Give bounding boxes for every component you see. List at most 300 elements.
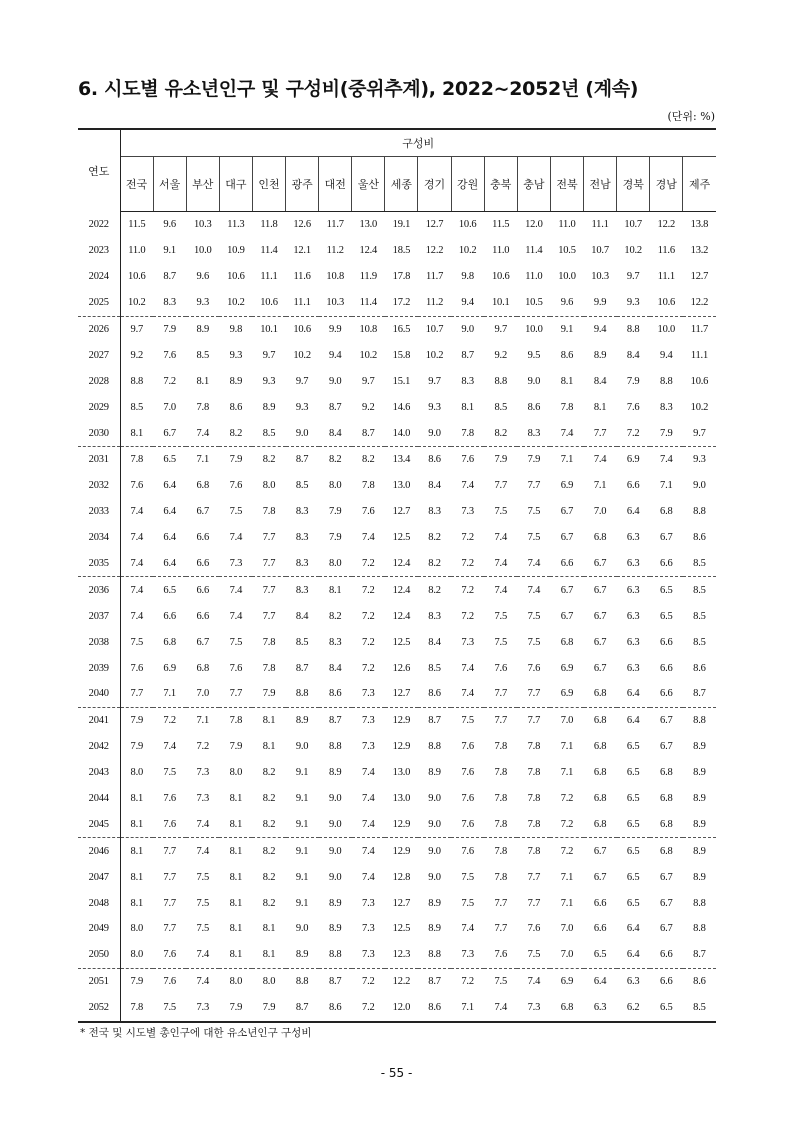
value-cell: 10.6 <box>128 271 146 283</box>
value-cell: 8.8 <box>693 897 706 909</box>
value-cell: 9.6 <box>196 271 210 283</box>
value-cell: 7.8 <box>527 793 541 805</box>
value-cell: 6.8 <box>660 793 673 805</box>
value-cell: 7.7 <box>494 897 508 909</box>
value-cell: 7.5 <box>229 506 243 518</box>
value-cell: 7.2 <box>461 610 474 622</box>
value-cell: 7.2 <box>626 427 640 439</box>
value-cell: 7.1 <box>451 995 484 1022</box>
table-row <box>78 525 716 551</box>
value-cell: 7.2 <box>362 636 375 648</box>
value-cell: 7.8 <box>262 662 276 674</box>
value-cell: 6.3 <box>617 968 650 994</box>
value-cell: 9.1 <box>550 316 583 342</box>
value-cell: 7.3 <box>196 767 210 779</box>
value-cell: 6.6 <box>163 610 176 622</box>
value-cell: 7.3 <box>352 707 385 733</box>
value-cell: 8.1 <box>262 949 276 961</box>
value-cell: 7.5 <box>494 636 508 648</box>
table-row <box>78 394 716 420</box>
value-cell: 8.2 <box>262 871 276 883</box>
value-cell: 8.5 <box>683 995 716 1022</box>
table-row <box>78 916 716 942</box>
value-cell: 6.8 <box>660 767 673 779</box>
table-row <box>78 655 716 681</box>
value-cell: 12.6 <box>392 662 411 674</box>
region-header: 경기 <box>418 157 451 212</box>
region-header: 제주 <box>683 157 716 212</box>
value-cell: 7.7 <box>593 427 607 439</box>
value-cell: 8.9 <box>428 923 441 935</box>
value-cell: 7.6 <box>461 741 474 753</box>
value-cell: 7.7 <box>494 688 508 700</box>
region-header: 서울 <box>153 157 186 212</box>
value-cell: 8.9 <box>262 401 276 413</box>
table-row <box>78 212 716 238</box>
value-cell: 6.8 <box>196 662 210 674</box>
value-cell: 7.7 <box>262 558 276 570</box>
year-cell: 2041 <box>78 707 120 733</box>
value-cell: 11.5 <box>128 219 146 231</box>
footnote: * 전국 및 시도별 총인구에 대한 유소년인구 구성비 <box>80 1027 312 1039</box>
value-cell: 8.2 <box>494 427 508 439</box>
year-cell: 2033 <box>78 499 120 525</box>
value-cell: 16.5 <box>385 316 418 342</box>
value-cell: 7.5 <box>163 767 176 779</box>
value-cell: 6.8 <box>593 688 607 700</box>
table-row <box>78 942 716 968</box>
region-header: 전국 <box>120 157 153 212</box>
region-header: 인천 <box>252 157 285 212</box>
value-cell: 7.8 <box>120 995 153 1022</box>
value-cell: 7.0 <box>560 923 574 935</box>
value-cell: 13.0 <box>392 767 411 779</box>
value-cell: 12.4 <box>359 245 378 257</box>
value-cell: 6.4 <box>626 688 640 700</box>
value-cell: 8.9 <box>328 897 342 909</box>
value-cell: 7.1 <box>550 447 583 473</box>
value-cell: 6.6 <box>196 610 210 622</box>
value-cell: 6.3 <box>626 610 640 622</box>
value-cell: 8.0 <box>130 767 144 779</box>
value-cell: 7.4 <box>484 577 517 603</box>
value-cell: 7.2 <box>461 532 474 544</box>
value-cell: 7.0 <box>163 401 176 413</box>
value-cell: 9.9 <box>593 297 607 309</box>
value-cell: 9.3 <box>196 297 210 309</box>
value-cell: 7.4 <box>352 838 385 864</box>
value-cell: 8.2 <box>262 818 276 830</box>
value-cell: 8.2 <box>262 897 276 909</box>
value-cell: 7.4 <box>120 577 153 603</box>
value-cell: 6.9 <box>617 447 650 473</box>
value-cell: 7.2 <box>451 968 484 994</box>
value-cell: 9.7 <box>120 316 153 342</box>
value-cell: 8.6 <box>418 995 451 1022</box>
value-cell: 8.3 <box>295 506 309 518</box>
value-cell: 7.1 <box>660 480 673 492</box>
value-cell: 12.5 <box>392 636 411 648</box>
value-cell: 7.5 <box>527 636 541 648</box>
value-cell: 8.1 <box>219 838 252 864</box>
value-cell: 9.1 <box>295 767 309 779</box>
value-cell: 10.3 <box>591 271 609 283</box>
value-cell: 9.0 <box>319 838 352 864</box>
value-cell: 7.8 <box>484 838 517 864</box>
value-cell: 7.6 <box>461 767 474 779</box>
table-row <box>78 864 716 890</box>
value-cell: 8.1 <box>196 375 210 387</box>
value-cell: 6.6 <box>196 532 210 544</box>
year-cell: 2046 <box>78 838 120 864</box>
value-cell: 8.1 <box>229 897 243 909</box>
value-cell: 7.8 <box>362 480 375 492</box>
value-cell: 6.4 <box>626 949 640 961</box>
value-cell: 6.6 <box>660 662 673 674</box>
value-cell: 9.0 <box>451 316 484 342</box>
value-cell: 7.3 <box>362 923 375 935</box>
value-cell: 7.8 <box>461 427 474 439</box>
value-cell: 6.3 <box>626 532 640 544</box>
value-cell: 11.2 <box>425 297 444 309</box>
value-cell: 8.2 <box>252 447 285 473</box>
value-cell: 8.7 <box>418 968 451 994</box>
value-cell: 8.1 <box>593 401 607 413</box>
region-header: 전남 <box>584 157 617 212</box>
value-cell: 6.8 <box>196 480 210 492</box>
value-cell: 15.8 <box>392 349 411 361</box>
value-cell: 10.3 <box>326 297 344 309</box>
value-cell: 11.1 <box>260 271 278 283</box>
value-cell: 8.2 <box>262 793 276 805</box>
value-cell: 7.1 <box>186 447 219 473</box>
value-cell: 8.2 <box>319 447 352 473</box>
value-cell: 8.8 <box>428 949 441 961</box>
value-cell: 6.4 <box>163 480 176 492</box>
value-cell: 13.4 <box>385 447 418 473</box>
region-header: 경남 <box>650 157 683 212</box>
value-cell: 7.4 <box>461 662 474 674</box>
value-cell: 7.2 <box>461 558 474 570</box>
value-cell: 7.4 <box>186 968 219 994</box>
value-cell: 7.5 <box>130 636 144 648</box>
year-cell: 2030 <box>78 420 120 446</box>
value-cell: 7.4 <box>196 818 210 830</box>
value-cell: 8.0 <box>229 767 243 779</box>
value-cell: 7.1 <box>560 767 574 779</box>
value-cell: 7.4 <box>362 767 375 779</box>
table-row <box>78 447 716 473</box>
value-cell: 6.5 <box>617 838 650 864</box>
value-cell: 9.8 <box>219 316 252 342</box>
value-cell: 7.4 <box>130 558 144 570</box>
value-cell: 6.5 <box>153 577 186 603</box>
value-cell: 9.3 <box>626 297 640 309</box>
value-cell: 7.6 <box>461 793 474 805</box>
value-cell: 6.6 <box>660 688 673 700</box>
value-cell: 7.7 <box>229 688 243 700</box>
unit-label: (단위: %) <box>667 110 715 123</box>
year-cell: 2023 <box>78 238 120 264</box>
value-cell: 9.2 <box>362 401 375 413</box>
value-cell: 7.9 <box>328 506 342 518</box>
value-cell: 12.2 <box>385 968 418 994</box>
value-cell: 6.7 <box>660 532 673 544</box>
value-cell: 9.8 <box>461 271 474 283</box>
value-cell: 8.5 <box>428 662 441 674</box>
value-cell: 6.6 <box>593 923 607 935</box>
value-cell: 8.6 <box>683 968 716 994</box>
value-cell: 7.6 <box>229 662 243 674</box>
value-cell: 19.1 <box>392 219 411 231</box>
value-cell: 8.1 <box>130 871 144 883</box>
value-cell: 7.4 <box>484 995 517 1022</box>
value-cell: 9.9 <box>319 316 352 342</box>
value-cell: 12.7 <box>690 271 709 283</box>
value-cell: 7.4 <box>362 532 375 544</box>
value-cell: 9.0 <box>295 923 309 935</box>
value-cell: 6.3 <box>626 662 640 674</box>
value-cell: 11.8 <box>260 219 278 231</box>
value-cell: 7.5 <box>527 949 541 961</box>
value-cell: 8.1 <box>560 375 574 387</box>
value-cell: 15.1 <box>392 375 411 387</box>
value-cell: 10.5 <box>525 297 543 309</box>
value-cell: 7.9 <box>262 688 276 700</box>
value-cell: 10.5 <box>558 245 576 257</box>
value-cell: 6.7 <box>593 558 607 570</box>
value-cell: 6.6 <box>626 480 640 492</box>
value-cell: 7.5 <box>461 897 474 909</box>
value-cell: 8.3 <box>295 558 309 570</box>
header-row-regions <box>78 157 716 212</box>
year-cell: 2047 <box>78 864 120 890</box>
value-cell: 7.8 <box>494 741 508 753</box>
value-cell: 8.1 <box>130 818 144 830</box>
value-cell: 7.5 <box>494 506 508 518</box>
value-cell: 10.6 <box>458 219 477 231</box>
value-cell: 7.0 <box>593 506 607 518</box>
value-cell: 7.4 <box>219 577 252 603</box>
value-cell: 8.2 <box>418 577 451 603</box>
value-cell: 8.7 <box>286 447 319 473</box>
year-cell: 2040 <box>78 681 120 707</box>
value-cell: 8.8 <box>328 741 342 753</box>
value-cell: 6.6 <box>660 558 673 570</box>
year-cell: 2034 <box>78 525 120 551</box>
value-cell: 6.7 <box>650 707 683 733</box>
region-header: 광주 <box>286 157 319 212</box>
value-cell: 8.9 <box>286 707 319 733</box>
value-cell: 9.0 <box>428 793 441 805</box>
value-cell: 7.6 <box>362 506 375 518</box>
table-row <box>78 838 716 864</box>
value-cell: 7.4 <box>362 793 375 805</box>
value-cell: 7.4 <box>560 427 574 439</box>
value-cell: 7.3 <box>461 949 474 961</box>
value-cell: 8.9 <box>328 923 342 935</box>
value-cell: 11.0 <box>558 219 576 231</box>
value-cell: 7.7 <box>153 838 186 864</box>
value-cell: 10.8 <box>352 316 385 342</box>
value-cell: 7.7 <box>163 923 176 935</box>
value-cell: 10.2 <box>128 297 146 309</box>
value-cell: 7.2 <box>362 558 375 570</box>
value-cell: 7.4 <box>163 741 176 753</box>
value-cell: 8.7 <box>163 271 176 283</box>
value-cell: 8.8 <box>130 375 144 387</box>
year-cell: 2052 <box>78 995 120 1022</box>
value-cell: 13.0 <box>392 793 411 805</box>
value-cell: 8.9 <box>693 741 706 753</box>
value-cell: 10.6 <box>690 375 709 387</box>
value-cell: 7.2 <box>163 375 176 387</box>
value-cell: 7.5 <box>196 871 210 883</box>
value-cell: 8.0 <box>130 923 144 935</box>
value-cell: 6.8 <box>593 532 607 544</box>
header-row-group <box>78 129 716 157</box>
value-cell: 8.9 <box>229 375 243 387</box>
value-cell: 8.3 <box>660 401 673 413</box>
value-cell: 12.2 <box>657 219 676 231</box>
value-cell: 7.6 <box>494 662 508 674</box>
value-cell: 9.0 <box>428 871 441 883</box>
value-cell: 7.4 <box>650 447 683 473</box>
value-cell: 10.2 <box>624 245 642 257</box>
region-header: 충남 <box>517 157 550 212</box>
value-cell: 10.7 <box>418 316 451 342</box>
value-cell: 6.7 <box>560 532 574 544</box>
value-cell: 12.0 <box>385 995 418 1022</box>
value-cell: 7.3 <box>229 558 243 570</box>
value-cell: 7.8 <box>527 741 541 753</box>
value-cell: 7.2 <box>153 707 186 733</box>
value-cell: 8.8 <box>660 375 673 387</box>
value-cell: 8.5 <box>494 401 508 413</box>
value-cell: 7.4 <box>229 532 243 544</box>
value-cell: 8.5 <box>262 427 276 439</box>
value-cell: 7.9 <box>626 375 640 387</box>
value-cell: 10.1 <box>491 297 510 309</box>
value-cell: 7.4 <box>196 949 210 961</box>
value-cell: 7.5 <box>494 610 508 622</box>
value-cell: 7.2 <box>560 818 574 830</box>
value-cell: 11.6 <box>657 245 675 257</box>
value-cell: 6.7 <box>660 923 673 935</box>
value-cell: 6.7 <box>560 610 574 622</box>
value-cell: 7.0 <box>196 688 210 700</box>
value-cell: 7.8 <box>219 707 252 733</box>
value-cell: 8.0 <box>219 968 252 994</box>
region-header: 대구 <box>219 157 252 212</box>
value-cell: 10.1 <box>252 316 285 342</box>
value-cell: 7.6 <box>153 968 186 994</box>
value-cell: 7.5 <box>484 968 517 994</box>
value-cell: 6.5 <box>153 447 186 473</box>
value-cell: 10.6 <box>657 297 676 309</box>
value-cell: 8.8 <box>617 316 650 342</box>
value-cell: 6.7 <box>660 897 673 909</box>
value-cell: 8.8 <box>683 707 716 733</box>
value-cell: 18.5 <box>392 245 411 257</box>
value-cell: 8.6 <box>328 688 342 700</box>
value-cell: 9.0 <box>328 871 342 883</box>
year-cell: 2037 <box>78 603 120 629</box>
region-header: 충북 <box>484 157 517 212</box>
value-cell: 6.4 <box>163 506 176 518</box>
composition-group-header: 구성비 <box>120 129 716 157</box>
value-cell: 17.8 <box>392 271 411 283</box>
value-cell: 7.8 <box>494 818 508 830</box>
value-cell: 8.2 <box>229 427 243 439</box>
region-header: 울산 <box>352 157 385 212</box>
value-cell: 7.2 <box>550 838 583 864</box>
value-cell: 12.9 <box>385 838 418 864</box>
value-cell: 10.7 <box>591 245 609 257</box>
value-cell: 8.1 <box>120 838 153 864</box>
value-cell: 9.3 <box>683 447 716 473</box>
value-cell: 7.6 <box>229 480 243 492</box>
value-cell: 6.8 <box>163 636 176 648</box>
value-cell: 9.1 <box>163 245 176 257</box>
value-cell: 8.6 <box>319 995 352 1022</box>
value-cell: 8.7 <box>319 707 352 733</box>
value-cell: 8.7 <box>461 349 474 361</box>
value-cell: 9.6 <box>163 219 176 231</box>
table-row <box>78 290 716 316</box>
value-cell: 7.0 <box>550 707 583 733</box>
value-cell: 6.9 <box>560 662 574 674</box>
value-cell: 6.9 <box>560 480 574 492</box>
value-cell: 10.6 <box>286 316 319 342</box>
value-cell: 9.0 <box>693 480 706 492</box>
value-cell: 11.4 <box>359 297 377 309</box>
value-cell: 7.2 <box>196 741 210 753</box>
value-cell: 8.0 <box>328 480 342 492</box>
value-cell: 7.6 <box>163 949 176 961</box>
value-cell: 7.6 <box>527 662 541 674</box>
value-cell: 8.9 <box>295 949 309 961</box>
value-cell: 7.9 <box>484 447 517 473</box>
value-cell: 6.3 <box>626 636 640 648</box>
value-cell: 8.3 <box>527 427 541 439</box>
value-cell: 12.9 <box>392 741 411 753</box>
value-cell: 11.9 <box>359 271 377 283</box>
value-cell: 8.4 <box>328 427 342 439</box>
value-cell: 9.7 <box>262 349 276 361</box>
table-row <box>78 811 716 837</box>
value-cell: 8.5 <box>130 401 144 413</box>
value-cell: 7.7 <box>163 871 176 883</box>
year-cell: 2028 <box>78 368 120 394</box>
value-cell: 9.4 <box>461 297 474 309</box>
value-cell: 6.9 <box>560 688 574 700</box>
table-row <box>78 968 716 994</box>
value-cell: 7.7 <box>262 532 276 544</box>
value-cell: 8.5 <box>295 480 309 492</box>
value-cell: 7.4 <box>362 871 375 883</box>
value-cell: 7.3 <box>461 506 474 518</box>
value-cell: 6.3 <box>584 995 617 1022</box>
value-cell: 9.0 <box>428 427 441 439</box>
value-cell: 7.7 <box>163 897 176 909</box>
value-cell: 8.3 <box>295 532 309 544</box>
value-cell: 9.0 <box>295 427 309 439</box>
value-cell: 7.6 <box>626 401 640 413</box>
value-cell: 11.4 <box>525 245 543 257</box>
value-cell: 6.4 <box>163 558 176 570</box>
value-cell: 9.6 <box>560 297 574 309</box>
